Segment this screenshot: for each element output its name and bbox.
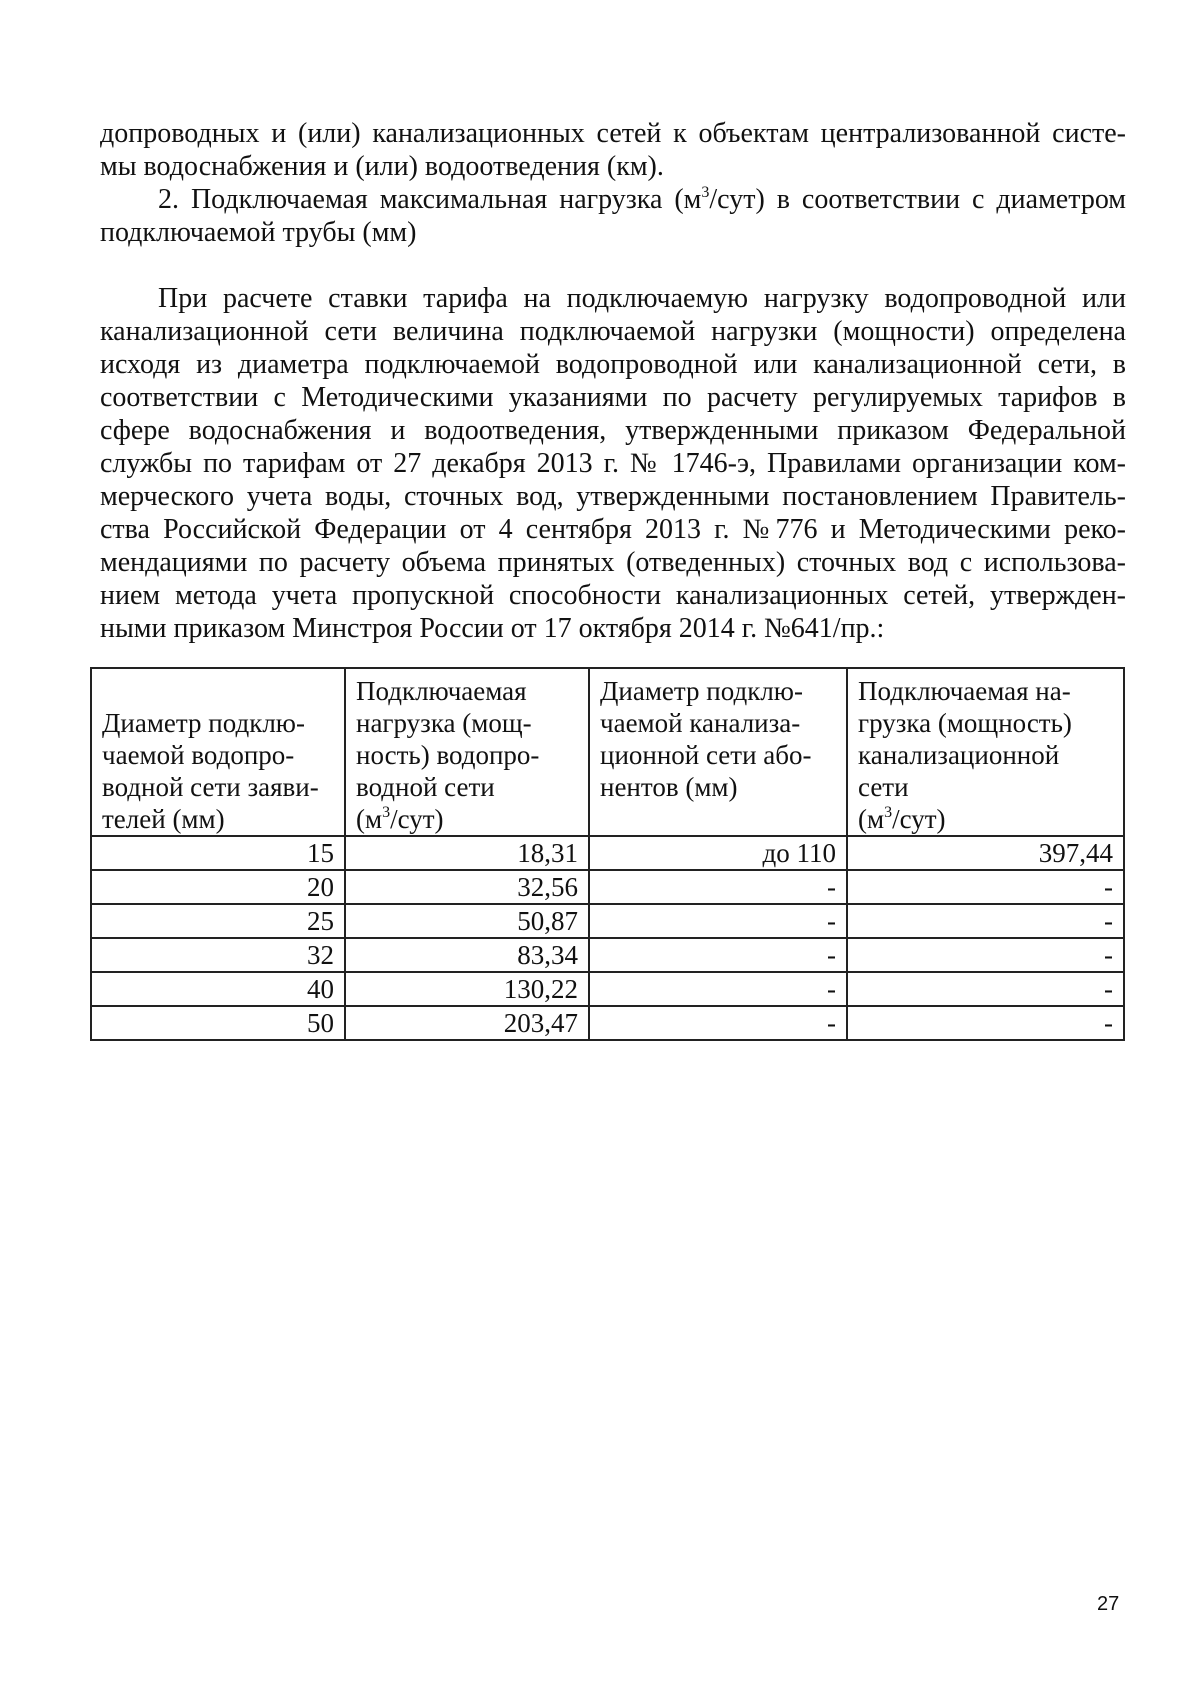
table-row	[91, 836, 1124, 870]
cell-water-diameter: 20	[91, 870, 345, 904]
header-sewer-load: Подключаемая на- грузка (мощность) канализационной сети $(м^3/сут)$	[847, 668, 1124, 836]
cell-sewer-diameter: -	[589, 904, 847, 938]
paragraph-line: канализационной сети величина подключаемой нагрузки (мощности) определена	[100, 316, 1126, 347]
header-water-diameter: Диаметр подклю- чаемой водопро- водной сети заяви- телей (мм)	[91, 668, 345, 836]
page-number: 27	[1097, 1593, 1120, 1615]
paragraph-line: сфере водоснабжения и водоотведения, утвержденными приказом Федеральной	[100, 415, 1126, 446]
cell-sewer-load: -	[847, 972, 1124, 1006]
table-row	[91, 972, 1124, 1006]
paragraph-line: мендациями по расчету объема принятых (отведенных) сточных вод с использова-	[100, 547, 1126, 578]
paragraph-line: ства Российской Федерации от 4 сентября 2013 г. №776 и Методическими реко-	[100, 514, 1126, 545]
table-row	[91, 870, 1124, 904]
table-row	[91, 904, 1124, 938]
cell-water-load: 50,87	[345, 904, 589, 938]
cell-water-load: 203,47	[345, 1006, 589, 1040]
cell-sewer-load: -	[847, 1006, 1124, 1040]
cell-water-load: 18,31	[345, 836, 589, 870]
intro-line: допроводных и (или) канализационных сетей к объектам централизованной систе-	[100, 118, 1126, 149]
paragraph-line: службы по тарифам от 27 декабря 2013 г. № 1746-э, Правилами организации ком-	[100, 448, 1126, 479]
intro-line: мы водоснабжения и (или) водоотведения (км).	[100, 151, 664, 182]
table-row	[91, 1006, 1124, 1040]
body-paragraph	[100, 282, 1126, 645]
cell-water-diameter: 25	[91, 904, 345, 938]
cell-sewer-diameter: -	[589, 938, 847, 972]
cell-sewer-diameter: -	[589, 972, 847, 1006]
header-water-load: Подключаемая нагрузка (мощ- ность) водопро- водной сети $(м^3/сут)$	[345, 668, 589, 836]
paragraph-line: исходя из диаметра подключаемой водопроводной или канализационной сети, в	[100, 349, 1126, 380]
cell-sewer-load: 397,44	[847, 836, 1124, 870]
cell-water-load: 83,34	[345, 938, 589, 972]
cell-sewer-load: -	[847, 938, 1124, 972]
header-sewer-diameter: Диаметр подклю- чаемой канализа- ционной сети або- нентов (мм)	[589, 668, 847, 836]
cell-water-diameter: 15	[91, 836, 345, 870]
cell-sewer-load: -	[847, 870, 1124, 904]
cell-water-diameter: 40	[91, 972, 345, 1006]
cell-sewer-load: -	[847, 904, 1124, 938]
cell-water-load: 130,22	[345, 972, 589, 1006]
paragraph-line: соответствии с Методическими указаниями по расчету регулируемых тарифов в	[100, 382, 1126, 413]
paragraph-line: нием метода учета пропускной способности канализационных сетей, утвержден-	[100, 580, 1126, 611]
item-2-line: подключаемой трубы (мм)	[100, 217, 417, 248]
load-table	[90, 667, 1125, 1041]
paragraph-line: ными приказом Минстроя России от 17 октября 2014 г. №641/пр.:	[100, 613, 885, 644]
table-row	[91, 938, 1124, 972]
cell-sewer-diameter: -	[589, 870, 847, 904]
cell-sewer-diameter: -	[589, 1006, 847, 1040]
paragraph-line: мерческого учета воды, сточных вод, утвержденными постановлением Правитель-	[100, 481, 1126, 512]
paragraph-line: При расчете ставки тарифа на подключаемую нагрузку водопроводной или	[158, 283, 1126, 314]
item-2	[100, 183, 1126, 249]
item-2-line: 2. Подключаемая максимальная нагрузка $(м^3/сут)$ в соответствии с диаметром	[158, 184, 1126, 215]
cell-water-diameter: 50	[91, 1006, 345, 1040]
table-header-row	[91, 668, 1124, 836]
cell-water-diameter: 32	[91, 938, 345, 972]
cell-water-load: 32,56	[345, 870, 589, 904]
intro-text	[100, 117, 1126, 183]
cell-sewer-diameter: до 110	[589, 836, 847, 870]
